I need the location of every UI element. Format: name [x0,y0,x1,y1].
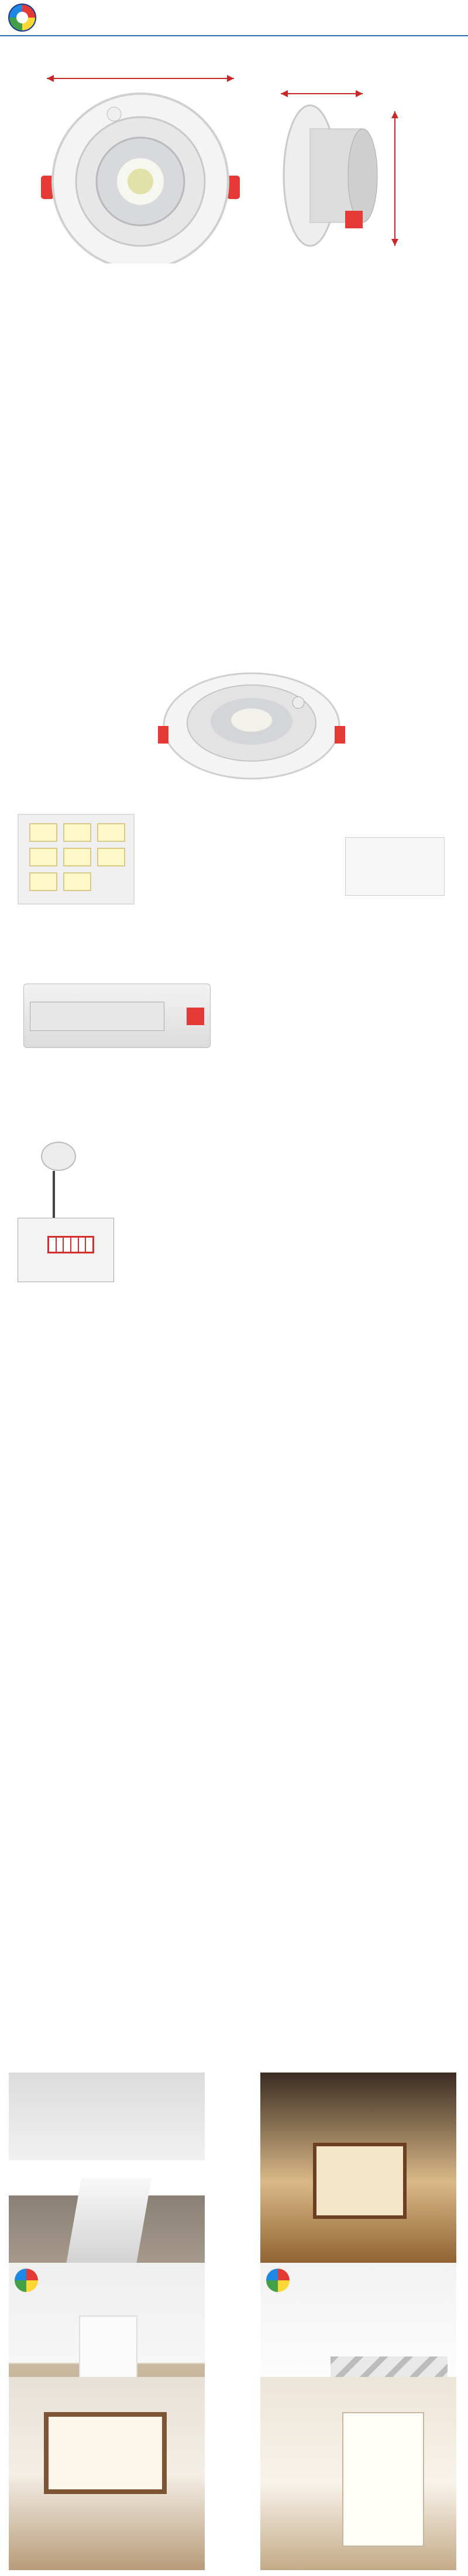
lamp-perspective-view [158,656,345,790]
scene-logo-icon [15,2269,38,2292]
led-board-image [18,814,135,905]
scene-logo-icon-2 [266,2269,290,2292]
scene-image-living [9,2377,205,2570]
dip-switch-image [12,1142,120,1288]
brand-logo-icon [8,4,36,32]
scene-image-hall [260,2073,456,2272]
lamp-side-view [275,88,427,258]
page-header [0,0,468,36]
sensing-top-diagram [246,1762,439,2026]
driver-image [345,837,445,896]
scene-image-corridor [9,2073,205,2272]
scene-image-room [260,2377,456,2570]
battery-pack-image [23,984,211,1048]
lamp-front-view [35,70,246,263]
sensing-side-diagram [23,1762,216,2026]
